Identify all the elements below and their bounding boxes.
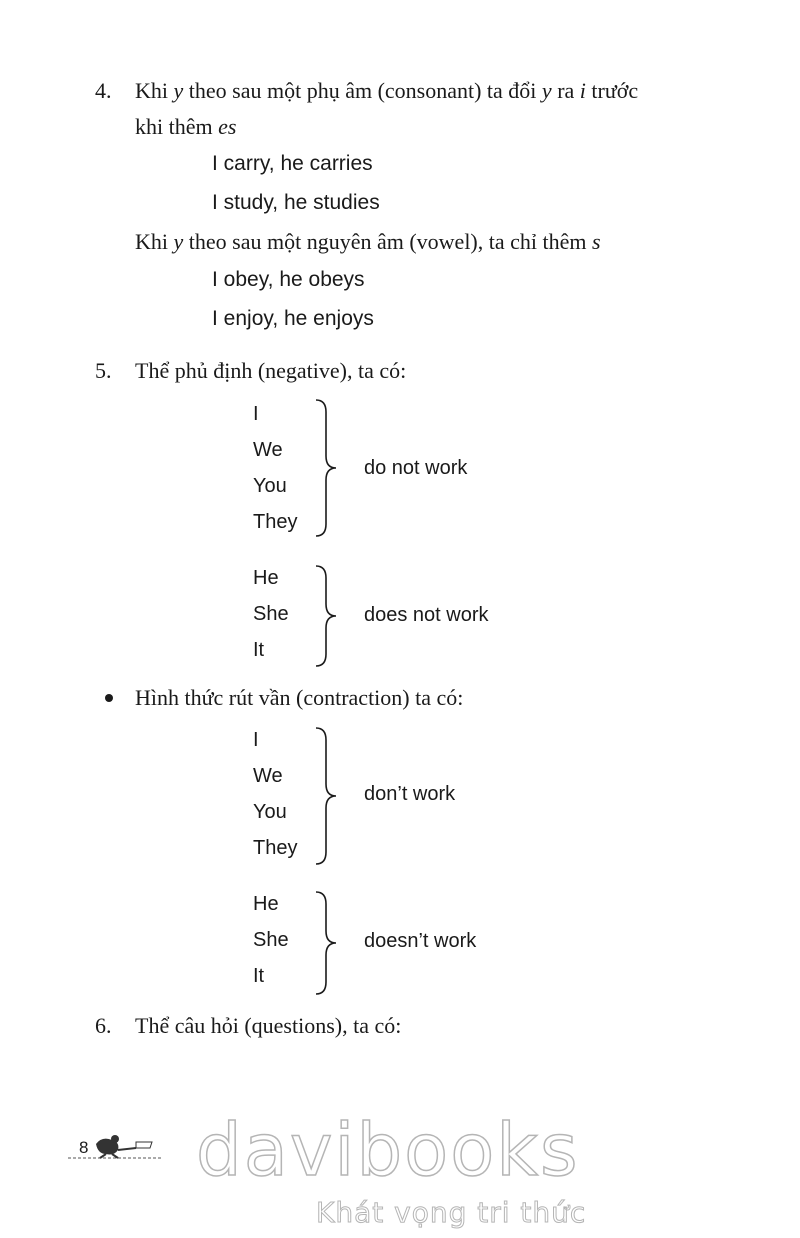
verb-does-not-work: does not work — [364, 604, 489, 626]
example-obey: I obey, he obeys — [212, 268, 365, 291]
item-4-line-3: Khi y theo sau một nguyên âm (vowel), ta chỉ thêm s — [135, 229, 601, 254]
pronoun: It — [253, 965, 265, 987]
brace-icon — [314, 564, 344, 668]
example-study: I study, he studies — [212, 191, 380, 214]
mascot-icon — [66, 1128, 166, 1164]
pronoun: It — [253, 639, 265, 661]
item-5-text: Thể phủ định (negative), ta có: — [135, 358, 407, 383]
item-5-number: 5. — [95, 358, 112, 383]
pronoun-stack-dont — [253, 722, 297, 866]
pronoun: You — [253, 475, 287, 497]
contraction-text: Hình thức rút vần (contraction) ta có: — [135, 685, 464, 710]
pronoun: I — [253, 729, 259, 751]
watermark: davibooks — [196, 1108, 580, 1192]
brace-icon — [314, 398, 344, 538]
pronoun-stack-doesnt — [253, 886, 289, 994]
pronoun: She — [253, 929, 289, 951]
pronoun: You — [253, 801, 287, 823]
pronoun: She — [253, 603, 289, 625]
verb-do-not-work: do not work — [364, 457, 468, 479]
item-4-line-1: Khi y theo sau một phụ âm (consonant) ta đổi y ra i trước — [135, 78, 639, 103]
item-4-number: 4. — [95, 78, 112, 103]
item-6-text: Thể câu hỏi (questions), ta có: — [135, 1013, 402, 1038]
pronoun: He — [253, 893, 279, 915]
page-number: 8 — [79, 1138, 89, 1157]
bullet-icon — [105, 694, 113, 702]
pronoun: They — [253, 511, 298, 533]
brace-icon — [314, 726, 344, 866]
pronoun-stack-does-not — [253, 560, 289, 668]
watermark-tagline: Khát vọng tri thức — [316, 1196, 587, 1229]
item-6-number: 6. — [95, 1013, 112, 1038]
brace-icon — [314, 890, 344, 996]
pronoun-stack-do-not — [253, 396, 297, 540]
pronoun: We — [253, 439, 283, 461]
example-enjoy: I enjoy, he enjoys — [212, 307, 374, 330]
pronoun: They — [253, 837, 298, 859]
pronoun: He — [253, 567, 279, 589]
example-carry: I carry, he carries — [212, 152, 373, 175]
item-4-line-2: khi thêm es — [135, 114, 237, 139]
pronoun: We — [253, 765, 283, 787]
verb-doesnt-work: doesn’t work — [364, 930, 477, 952]
pronoun: I — [253, 403, 259, 425]
verb-dont-work: don’t work — [364, 783, 456, 805]
